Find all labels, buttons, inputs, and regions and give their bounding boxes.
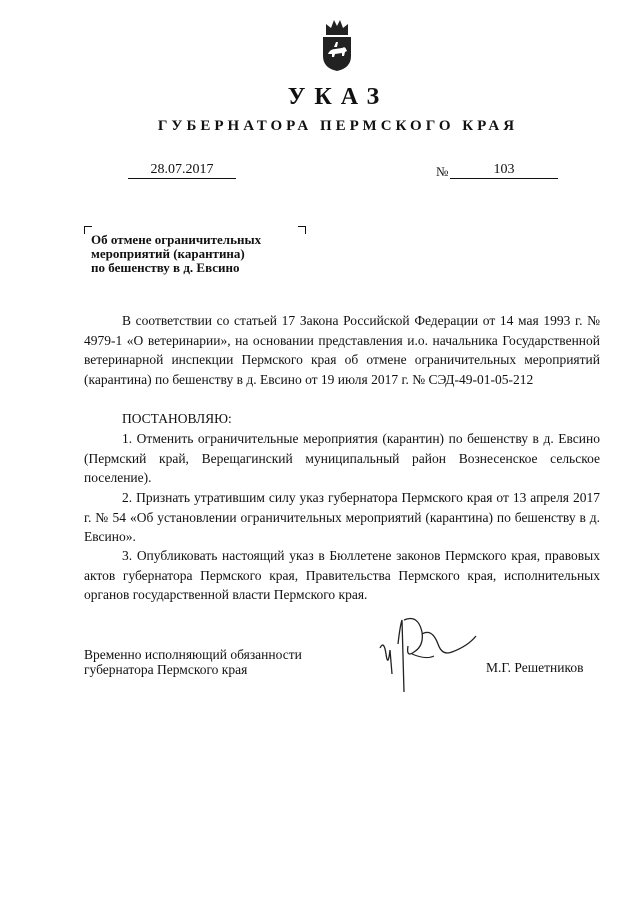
coat-of-arms-icon	[320, 18, 354, 72]
heading-line: мероприятий (карантина)	[91, 246, 245, 261]
signatory-role-line: губернатора Пермского края	[84, 662, 248, 677]
decree-item-2: 2. Признать утратившим силу указ губернатора Пермского края от 13 апреля 2017 г. № 54 «Об установлении ограничительных мероприятий (карантина) по бешенству в д. Евсино».	[84, 490, 600, 544]
document-subtitle: ГУБЕРНАТОРА ПЕРМСКОГО КРАЯ	[157, 118, 519, 134]
heading-line: Об отмене ограничительных	[91, 232, 262, 247]
handwritten-signature-icon	[372, 614, 480, 694]
decree-item-3: 3. Опубликовать настоящий указ в Бюллетене законов Пермского края, правовых актов губернатора Пермского края, Правительства Пермского края, исполнительных органов государственной власти Пермского края.	[84, 548, 600, 602]
document-number: 103	[450, 162, 558, 179]
number-sign: №	[436, 164, 449, 179]
signatory-role-line: Временно исполняющий обязанности	[84, 647, 302, 662]
document-title: УКАЗ	[287, 84, 389, 110]
decree-keyword: ПОСТАНОВЛЯЮ:	[122, 411, 232, 426]
heading-line: по бешенству в д. Евсино	[91, 260, 240, 275]
signatory-role	[84, 647, 302, 677]
signatory-name: М.Г. Решетников	[486, 660, 584, 675]
document-heading	[91, 233, 321, 275]
decree-item-1: 1. Отменить ограничительные мероприятия (карантин) по бешенству в д. Евсино (Пермский край, Верещагинский муниципальный район Вознесенское сельское поселение).	[84, 431, 600, 485]
preamble-paragraph: В соответствии со статьей 17 Закона Российской Федерации от 14 мая 1993 г. № 4979-1 «О ветеринарии», на основании представления и.о. начальника Государственной ветеринарной инспекции Пермского края об отмене ограничительных мероприятий (карантина) по бешенству в д. Евсино от 19 июля 2017 г. № СЭД-49-01-05-212	[84, 313, 600, 387]
document-date: 28.07.2017	[128, 162, 236, 179]
